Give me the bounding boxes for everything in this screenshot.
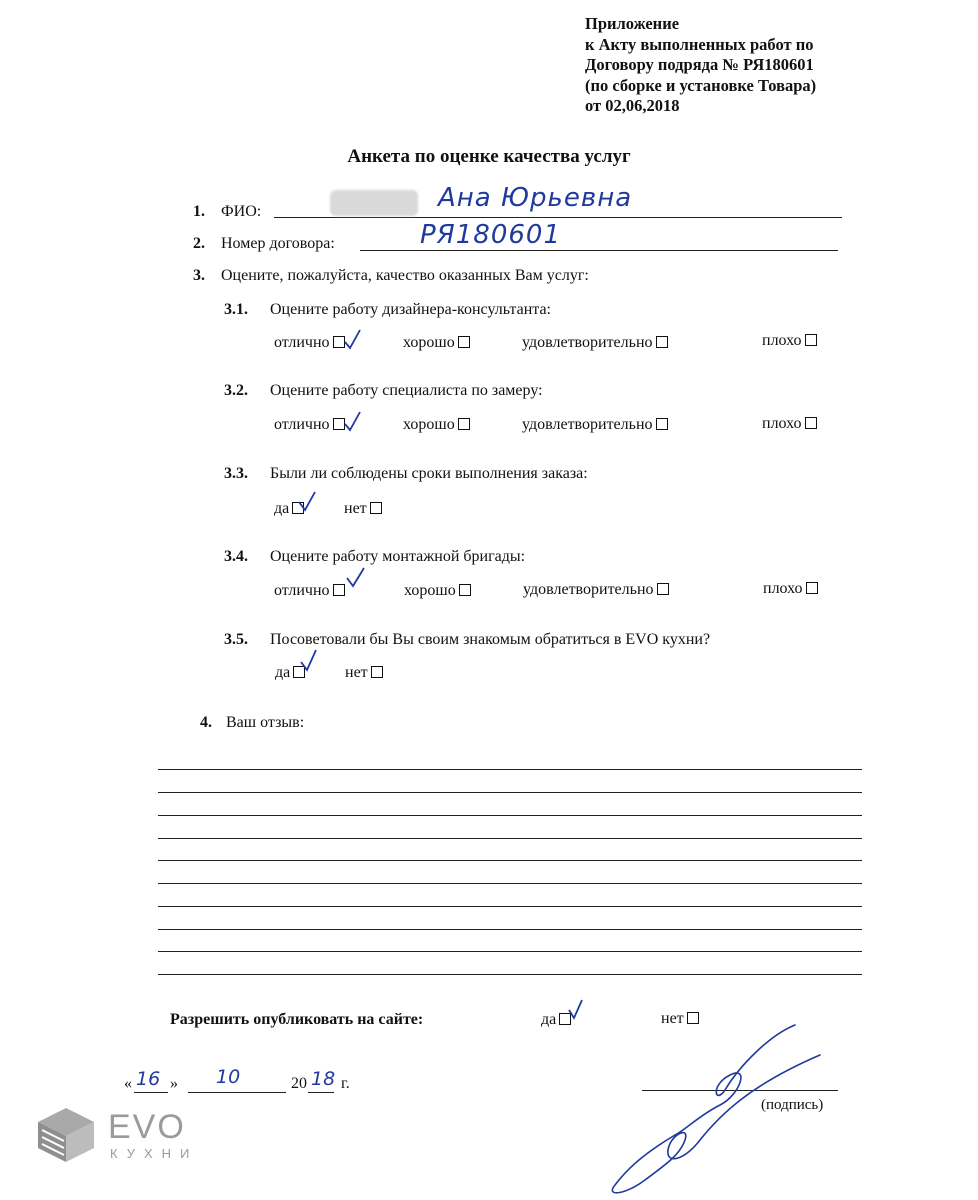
feedback-line <box>158 838 862 839</box>
brand-name: EVO <box>108 1108 186 1146</box>
option-label: плохо <box>763 580 803 597</box>
item-number: 3. <box>193 267 205 284</box>
option-label: отлично <box>274 416 330 433</box>
date-year-underline <box>308 1092 334 1093</box>
signature-label: (подпись) <box>761 1097 824 1113</box>
date-day[interactable]: 16 <box>136 1068 161 1090</box>
header-line-1: Приложение <box>585 14 680 33</box>
contract-row <box>193 235 335 253</box>
feedback-row <box>200 714 304 732</box>
evo-logo <box>34 1106 204 1168</box>
fio-row <box>193 203 261 221</box>
option-bad[interactable] <box>762 332 817 350</box>
option-label: отлично <box>274 334 330 351</box>
option-label: хорошо <box>404 582 456 599</box>
question-3-2 <box>224 382 543 400</box>
feedback-line <box>158 883 862 884</box>
option-good[interactable] <box>403 334 470 352</box>
option-bad[interactable] <box>763 580 818 598</box>
question-3-3 <box>224 465 588 483</box>
checkbox[interactable] <box>656 336 668 348</box>
feedback-line <box>158 792 862 793</box>
checkmark-icon <box>296 490 318 518</box>
option-label: удовлетворительно <box>522 416 653 433</box>
publish-label: Разрешить опубликовать на сайте: <box>170 1011 424 1028</box>
question-number: 3.4. <box>224 548 248 565</box>
checkmark-icon <box>566 998 588 1026</box>
option-satisfactory[interactable] <box>522 416 668 434</box>
fio-underline <box>274 217 842 218</box>
feedback-line <box>158 815 862 816</box>
fio-label: ФИО: <box>221 203 262 220</box>
question-number: 3.3. <box>224 465 248 482</box>
contract-handwritten[interactable]: РЯ180601 <box>420 220 561 250</box>
option-label: отлично <box>274 582 330 599</box>
feedback-line <box>158 951 862 952</box>
question-text: Оцените работу дизайнера-консультанта: <box>270 301 551 318</box>
option-label: да <box>274 500 290 517</box>
option-label: удовлетворительно <box>522 334 653 351</box>
item-number: 2. <box>193 235 205 252</box>
feedback-line <box>158 974 862 975</box>
feedback-line <box>158 906 862 907</box>
item-number: 4. <box>200 714 212 731</box>
date-month-underline <box>188 1092 286 1093</box>
date-year-end: г. <box>341 1075 350 1092</box>
header-line-4: (по сборке и установке Товара) <box>585 75 817 95</box>
checkmark-icon <box>342 326 364 354</box>
option-excellent[interactable] <box>274 582 345 600</box>
checkbox[interactable] <box>805 334 817 346</box>
option-label: нет <box>661 1010 684 1027</box>
option-bad[interactable] <box>762 415 817 433</box>
checkmark-icon <box>298 648 320 676</box>
header-line-2: к Акту выполненных работ по <box>585 34 814 54</box>
appendix-header <box>585 14 816 117</box>
option-label: да <box>275 664 291 681</box>
checkbox[interactable] <box>657 583 669 595</box>
date-day-underline <box>134 1092 168 1093</box>
rating-intro-label: Оцените, пожалуйста, качество оказанных Вам услуг: <box>221 267 589 284</box>
checkbox[interactable] <box>656 418 668 430</box>
option-excellent[interactable] <box>274 334 345 352</box>
feedback-line <box>158 929 862 930</box>
question-3-4 <box>224 548 525 566</box>
checkbox[interactable] <box>458 418 470 430</box>
date-month[interactable]: 10 <box>216 1066 241 1088</box>
date-year-prefix: 20 <box>291 1075 307 1092</box>
option-label: хорошо <box>403 334 455 351</box>
question-text: Оцените работу специалиста по замеру: <box>270 382 543 399</box>
option-label: плохо <box>762 332 802 349</box>
checkmark-icon <box>342 408 364 436</box>
option-label: плохо <box>762 415 802 432</box>
checkbox[interactable] <box>370 502 382 514</box>
checkbox[interactable] <box>806 582 818 594</box>
checkbox[interactable] <box>805 417 817 429</box>
checkbox[interactable] <box>459 584 471 596</box>
date-open-quote: « <box>124 1075 132 1092</box>
date-close-quote: » <box>170 1075 178 1092</box>
option-label: хорошо <box>403 416 455 433</box>
contract-label: Номер договора: <box>221 235 335 252</box>
option-label: да <box>541 1011 557 1028</box>
option-good[interactable] <box>403 416 470 434</box>
option-no[interactable] <box>344 500 382 518</box>
option-satisfactory[interactable] <box>522 334 668 352</box>
feedback-line <box>158 769 862 770</box>
question-3-5 <box>224 631 710 649</box>
date-year-suffix[interactable]: 18 <box>311 1068 336 1090</box>
handwritten-signature-icon <box>590 1015 830 1200</box>
question-number: 3.1. <box>224 301 248 318</box>
question-3-1 <box>224 301 551 319</box>
feedback-line <box>158 860 862 861</box>
item-number: 1. <box>193 203 205 220</box>
contract-underline <box>360 250 838 251</box>
page-title: Анкета по оценке качества услуг <box>347 146 631 167</box>
option-satisfactory[interactable] <box>523 581 669 599</box>
fio-handwritten[interactable]: Ана Юрьевна <box>438 183 633 213</box>
question-number: 3.5. <box>224 631 248 648</box>
option-label: удовлетворительно <box>523 581 654 598</box>
rating-intro-row <box>193 267 589 285</box>
feedback-label: Ваш отзыв: <box>226 714 305 731</box>
question-text: Посоветовали бы Вы своим знакомым обратиться в EVO кухни? <box>270 631 711 648</box>
header-line-3: Договору подряда № РЯ180601 <box>585 55 814 74</box>
checkbox[interactable] <box>458 336 470 348</box>
question-text: Были ли соблюдены сроки выполнения заказа: <box>270 465 588 482</box>
option-no[interactable] <box>345 664 383 682</box>
redacted-surname <box>330 190 418 216</box>
checkbox-checked[interactable] <box>333 584 345 596</box>
checkmark-icon <box>344 566 366 594</box>
option-good[interactable] <box>404 582 471 600</box>
question-number: 3.2. <box>224 382 248 399</box>
brand-subtitle: КУХНИ <box>110 1146 199 1161</box>
option-label: нет <box>345 664 368 681</box>
option-label: нет <box>344 500 367 517</box>
question-text: Оцените работу монтажной бригады: <box>270 548 526 565</box>
checkbox[interactable] <box>371 666 383 678</box>
header-line-5: от 02,06,2018 <box>585 96 680 115</box>
cube-logo-icon <box>34 1106 98 1164</box>
option-excellent[interactable] <box>274 416 345 434</box>
